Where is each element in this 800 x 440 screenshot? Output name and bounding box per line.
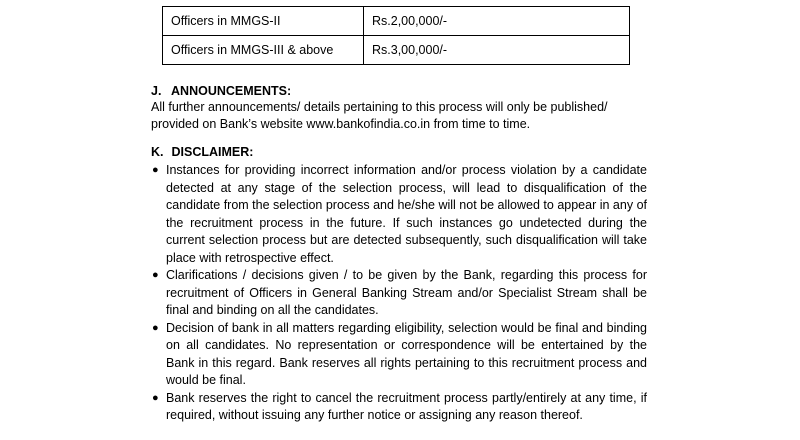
table-row: [163, 36, 630, 65]
table-cell-amount: Rs.2,00,000/-: [364, 7, 630, 36]
table-cell-category: Officers in MMGS-II: [163, 7, 364, 36]
table-cell-category: Officers in MMGS-III & above: [163, 36, 364, 65]
list-item-text: Bank reserves the right to cancel the recruitment process partly/entirely at any time, if required, without issuing any further notice or assigning any reason thereof.: [166, 390, 647, 422]
list-item: [151, 267, 647, 320]
bullet-dot-icon: ●: [152, 164, 159, 176]
announcements-line-2: provided on Bank’s website www.bankofindia.co.in from time to time.: [151, 116, 531, 131]
bullet-dot-icon: ●: [152, 269, 159, 281]
announcements-line-1: All further announcements/ details pertaining to this process will only be published/: [151, 100, 608, 114]
fee-table: [162, 6, 630, 65]
list-item: [151, 162, 647, 267]
disclaimer-heading: [151, 144, 647, 160]
section-letter: K.: [151, 145, 164, 159]
disclaimer-section: [151, 144, 647, 425]
list-item-text: Clarifications / decisions given / to be given by the Bank, regarding this process for recruitment of Officers in General Banking Stream and/or Specialist Stream shall be final and binding on all the candidates.: [166, 268, 647, 317]
bullet-dot-icon: ●: [152, 391, 159, 404]
bullet-dot-icon: ●: [152, 321, 159, 334]
table-row: [163, 7, 630, 36]
disclaimer-list: [151, 162, 647, 425]
announcements-section: [151, 83, 647, 132]
announcements-heading: [151, 83, 647, 99]
list-item-text: Instances for providing incorrect information and/or process violation by a candidate detected at any stage of the selection process, will lead to disqualification of the candidate from the selection process and he/she will not be allowed to appear in any of the recruitment process in the future. If such instances go undetected during the current selection process but are detected subsequently, such disqualification will take place with retrospective effect.: [166, 163, 647, 265]
table-cell-amount: Rs.3,00,000/-: [364, 36, 630, 65]
list-item-text: Decision of bank in all matters regarding eligibility, selection would be final and binding on all candidates. No representation or correspondence will be entertained by the Bank in this regard. Bank reserves all rights pertaining to this recruitment process and would be final.: [166, 320, 647, 387]
list-item: [151, 320, 647, 390]
list-item: [151, 390, 647, 425]
section-title: ANNOUNCEMENTS:: [171, 84, 292, 98]
section-title: DISCLAIMER:: [171, 145, 254, 159]
section-letter: J.: [151, 84, 162, 98]
announcements-text: [151, 99, 647, 132]
